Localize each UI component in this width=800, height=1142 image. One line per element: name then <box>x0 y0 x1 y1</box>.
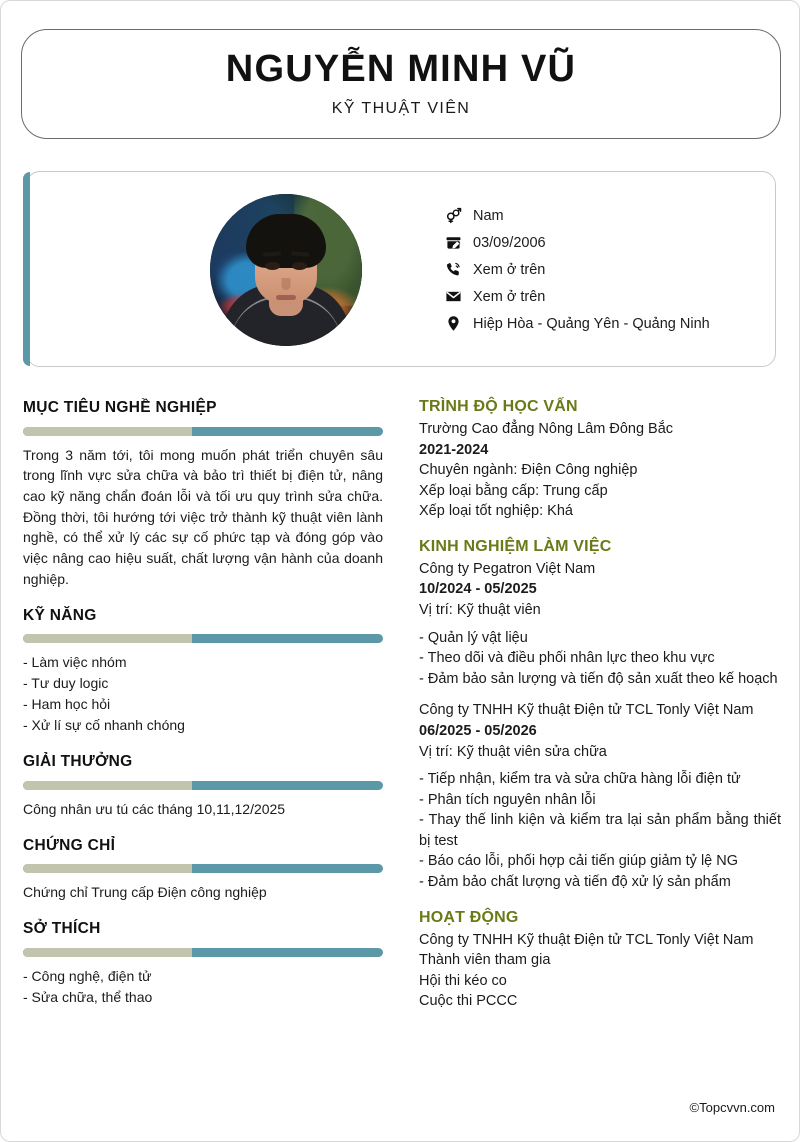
contact-item-phone[interactable] <box>442 256 710 283</box>
footer-credit: ©Topcvvn.com <box>689 1100 775 1115</box>
section-interests <box>23 920 383 1008</box>
job-duty: - Đảm bảo chất lượng và tiến độ xử lý sản phẩm <box>419 873 731 890</box>
avatar-hair <box>246 214 326 268</box>
contact-value: Xem ở trên <box>473 288 546 305</box>
phone-icon <box>442 261 464 278</box>
section-activities <box>419 908 781 1012</box>
job-duty: - Phân tích nguyên nhân lỗi <box>419 791 596 808</box>
avatar-photo <box>210 194 362 346</box>
section-objective <box>23 399 383 590</box>
section-awards <box>23 753 383 820</box>
objective-text: Trong 3 năm tới, tôi mong muốn phát triển chuyên sâu trong lĩnh vực sửa chữa và bảo trì thiết bị điện tử, nâng cao kỹ năng chẩn đoán lỗi và tối ưu quy trình sửa chữa. Đồng thời, tôi hướng tới việc trở thành kỹ thuật viên lành nghề, có thể xử lý các sự cố phức tạp và đóng góp vào việc nâng cao hiệu suất, chất lượng vận hành của doanh nghiệp. <box>23 446 383 587</box>
education-graduation-rank: Xếp loại tốt nghiệp: Khá <box>419 503 573 520</box>
education-major: Chuyên ngành: Điện Công nghiệp <box>419 462 638 479</box>
job-duty: - Thay thế linh kiện và kiểm tra lại sản phẩm bằng thiết bị test <box>419 812 781 849</box>
section-experience <box>419 537 781 893</box>
calendar-icon <box>442 234 464 251</box>
job-duty: - Báo cáo lỗi, phối hợp cải tiến giúp giảm tỷ lệ NG <box>419 853 739 870</box>
email-icon <box>442 288 464 305</box>
contact-item-birthdate <box>442 229 710 256</box>
section-divider <box>23 427 383 436</box>
personal-info-card <box>26 171 776 367</box>
list-item: - Sửa chữa, thể thao <box>23 989 153 1005</box>
section-heading: KỸ NĂNG <box>23 606 97 624</box>
page-title: NGUYỄN MINH VŨ <box>225 48 577 91</box>
section-heading: TRÌNH ĐỘ HỌC VẤN <box>419 398 578 415</box>
job-company: Công ty Pegatron Việt Nam <box>419 560 596 577</box>
list-item: - Xử lí sự cố nhanh chóng <box>23 717 185 734</box>
job-duty: - Theo dõi và điều phối nhân lực theo khu vực <box>419 650 715 667</box>
education-degree-rank: Xếp loại bằng cấp: Trung cấp <box>419 482 608 499</box>
section-skills <box>23 607 383 737</box>
contact-value: Nam <box>473 207 504 224</box>
section-certificates <box>23 837 383 904</box>
activity-role: Thành viên tham gia <box>419 952 551 969</box>
activity-item: Cuộc thi PCCC <box>419 993 518 1010</box>
contact-item-gender <box>442 202 710 229</box>
section-heading: MỤC TIÊU NGHỀ NGHIỆP <box>23 399 217 416</box>
section-divider <box>23 864 383 873</box>
job-company: Công ty TNHH Kỹ thuật Điện tử TCL Tonly Việt Nam <box>419 702 754 719</box>
section-heading: SỞ THÍCH <box>23 920 101 938</box>
education-school: Trường Cao đẳng Nông Lâm Đông Bắc <box>419 421 674 437</box>
section-divider <box>23 781 383 790</box>
activity-company: Công ty TNHH Kỹ thuật Điện tử TCL Tonly Việt Nam <box>419 931 754 948</box>
list-item: - Ham học hỏi <box>23 696 111 713</box>
contact-item-address <box>442 310 710 337</box>
activity-item: Hội thi kéo co <box>419 972 507 989</box>
job-duty: - Tiếp nhận, kiểm tra và sửa chữa hàng lỗi điện tử <box>419 771 741 788</box>
experience-entry <box>419 559 781 689</box>
job-position: Vị trí: Kỹ thuật viên sửa chữa <box>419 743 607 760</box>
location-icon <box>442 315 464 332</box>
left-column <box>23 399 383 1008</box>
contact-value: Hiệp Hòa - Quảng Yên - Quảng Ninh <box>473 315 710 332</box>
list-item: Chứng chỉ Trung cấp Điện công nghiệp <box>23 884 267 901</box>
experience-entry <box>419 700 781 892</box>
section-heading: KINH NGHIỆM LÀM VIỆC <box>419 537 612 555</box>
job-period: 06/2025 - 05/2026 <box>419 722 537 739</box>
section-heading: CHỨNG CHỈ <box>23 836 116 854</box>
job-position: Vị trí: Kỹ thuật viên <box>419 602 541 619</box>
job-duty: - Quản lý vật liệu <box>419 629 528 646</box>
section-heading: GIẢI THƯỞNG <box>23 753 133 771</box>
job-title: KỸ THUẬT VIÊN <box>331 99 471 117</box>
job-period: 10/2024 - 05/2025 <box>419 581 537 598</box>
header-name-box <box>21 29 781 139</box>
education-period: 2021-2024 <box>419 441 489 458</box>
contact-value: Xem ở trên <box>473 261 546 278</box>
section-education <box>419 397 781 522</box>
section-heading: HOẠT ĐỘNG <box>419 908 519 926</box>
list-item: - Tư duy logic <box>23 675 109 692</box>
avatar <box>210 194 362 346</box>
gender-icon <box>442 207 464 224</box>
job-duty: - Đảm bảo sản lượng và tiến độ sản xuất theo kế hoạch <box>419 670 778 687</box>
section-divider <box>23 634 383 643</box>
list-item: Công nhân ưu tú các tháng 10,11,12/2025 <box>23 800 286 817</box>
section-divider <box>23 948 383 957</box>
list-item: - Làm việc nhóm <box>23 654 127 671</box>
contact-value: 03/09/2006 <box>473 234 546 251</box>
contact-list <box>442 202 710 337</box>
right-column <box>419 397 781 1012</box>
contact-item-email[interactable] <box>442 283 710 310</box>
list-item: - Công nghệ, điện tử <box>23 968 152 984</box>
